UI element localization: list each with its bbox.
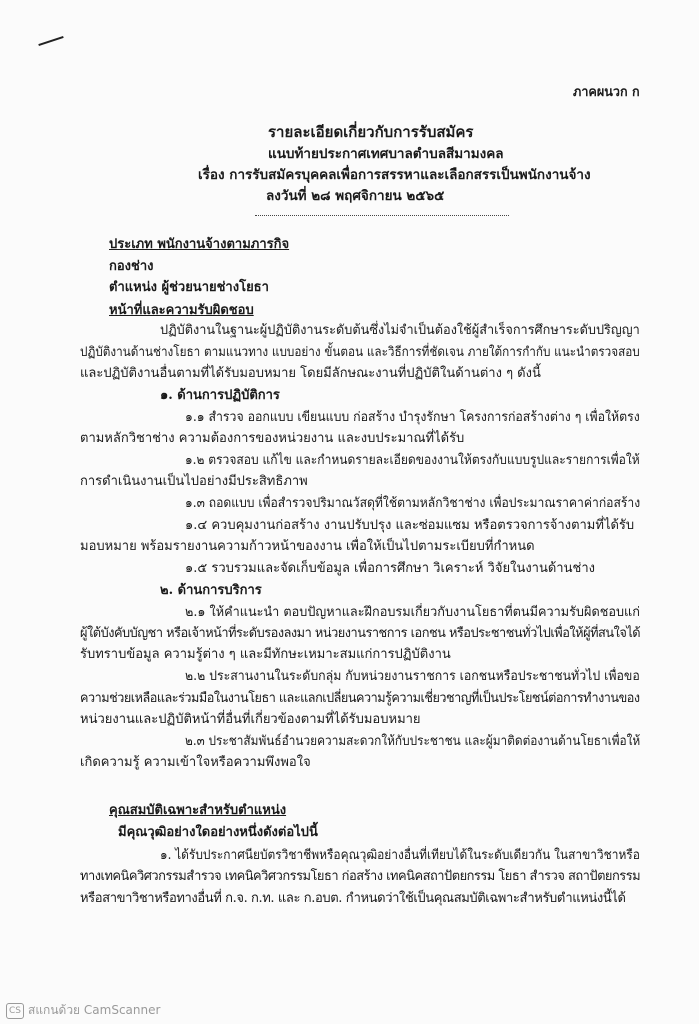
duties-intro-1: ปฏิบัติงานในฐานะผู้ปฏิบัติงานระดับต้นซึ่งไม่จำเป็นต้องใช้ผู้สำเร็จการศึกษาระดับปริญญา [160,323,640,338]
item-1-4: ๑.๔ ควบคุมงานก่อสร้าง งานปรับปรุง และซ่อมแซม หรือตรวจการจ้างตามที่ได้รับ [185,518,635,533]
camscanner-text: สแกนด้วย CamScanner [28,1003,161,1017]
item-2-3-cont: เกิดความรู้ ความเข้าใจหรือความพึงพอใจ [80,755,311,770]
camscanner-watermark [6,1001,160,1020]
pen-mark [38,36,63,46]
qualification-1: ๑. ได้รับประกาศนียบัตรวิชาชีพหรือคุณวุฒิอย่างอื่นที่เทียบได้ในระดับเดียวกัน ในสาขาวิชาหรือ [160,848,640,863]
item-2-1-cont: ผู้ใต้บังคับบัญชา หรือเจ้าหน้าที่ระดับรองลงมา หน่วยงานราชการ เอกชน หรือประชาชนทั่วไปเพื่อให้ผู้ที่สนใจได้ [80,626,641,641]
item-1-2-cont: การดำเนินงานเป็นไปอย่างมีประสิทธิภาพ [80,474,308,489]
item-2-2: ๒.๒ ประสานงานในระดับกลุ่ม กับหน่วยงานราชการ เอกชนหรือประชาชนทั่วไป เพื่อขอ [185,669,640,684]
duties-intro-2: ปฏิบัติงานด้านช่างโยธา ตามแนวทาง แบบอย่าง ขั้นตอน และวิธีการที่ชัดเจน ภายใต้การกำกับ แนะนำตรวจสอบ [80,345,640,360]
duties-heading: หน้าที่และความรับผิดชอบ [109,303,254,318]
item-2-2-cont: ความช่วยเหลือและร่วมมือในงานโยธา และแลกเปลี่ยนความรู้ความเชี่ยวชาญที่เป็นประโยชน์ต่อการทำงานของ [80,691,640,706]
duties-intro-3: และปฏิบัติงานอื่นตามที่ได้รับมอบหมาย โดยมีลักษณะงานที่ปฏิบัติในด้านต่าง ๆ ดังนี้ [80,366,541,381]
item-2-3: ๒.๓ ประชาสัมพันธ์อำนวยความสะดวกให้กับประชาชน และผู้มาติดต่องานด้านโยธาเพื่อให้ [185,734,641,749]
qualification-1-cont2: หรือสาขาวิชาหรือทางอื่นที่ ก.จ. ก.ท. และ ก.อบต. กำหนดว่าใช้เป็นคุณสมบัติเฉพาะสำหรับตำแหน่งนี้ได้ [80,891,626,906]
item-1-4-cont: มอบหมาย พร้อมรายงานความก้าวหน้าของงาน เพื่อให้เป็นไปตามระเบียบที่กำหนด [80,539,535,554]
position-title: ตำแหน่ง ผู้ช่วยนายช่างโยธา [109,280,269,295]
qualification-1-cont: ทางเทคนิควิศวกรรมสำรวจ เทคนิควิศวกรรมโยธา ก่อสร้าง เทคนิคสถาปัตยกรรม โยธา สำรวจ สถาปัตยกรรม [80,869,641,884]
item-1-5: ๑.๕ รวบรวมและจัดเก็บข้อมูล เพื่อการศึกษา วิเคราะห์ วิจัยในงานด้านช่าง [185,561,595,576]
item-2-1-cont2: รับทราบข้อมูล ความรู้ต่าง ๆ และมีทักษะเหมาะสมแก่การปฏิบัติงาน [80,647,451,662]
section2-heading: ๒. ด้านการบริการ [160,583,262,598]
appendix-label: ภาคผนวก ก [573,85,640,100]
item-1-3: ๑.๓ ถอดแบบ เพื่อสำรวจปริมาณวัสดุที่ใช้ตามหลักวิชาช่าง เพื่อประมาณราคาค่าก่อสร้าง [185,496,641,511]
date-line: ลงวันที่ ๒๘ พฤศจิกายน ๒๕๖๕ [266,188,445,204]
qualifications-intro: มีคุณวุฒิอย่างใดอย่างหนึ่งดังต่อไปนี้ [118,825,318,840]
item-1-1: ๑.๑ สำรวจ ออกแบบ เขียนแบบ ก่อสร้าง บำรุงรักษา โครงการก่อสร้างต่าง ๆ เพื่อให้ตรง [185,410,640,425]
division: กองช่าง [109,259,154,274]
item-1-2: ๑.๒ ตรวจสอบ แก้ไข และกำหนดรายละเอียดของงานให้ตรงกับแบบรูปและรายการเพื่อให้ [185,453,640,468]
qualifications-heading: คุณสมบัติเฉพาะสำหรับตำแหน่ง [109,803,287,818]
item-2-1: ๒.๑ ให้คำแนะนำ ตอบปัญหาและฝึกอบรมเกี่ยวกับงานโยธาที่ตนมีความรับผิดชอบแก่ [185,605,640,620]
attachment-line: แนบท้ายประกาศเทศบาลตำบลสีมามงคล [268,146,504,162]
item-2-2-cont2: หน่วยงานและปฏิบัติหน้าที่อื่นที่เกี่ยวข้องตามที่ได้รับมอบหมาย [80,712,421,727]
camscanner-logo-icon: CS [6,1003,24,1019]
document-title: รายละเอียดเกี่ยวกับการรับสมัคร [268,123,474,141]
title-divider [255,215,509,216]
subject-line: เรื่อง การรับสมัครบุคคลเพื่อการสรรหาและเลือกสรรเป็นพนักงานจ้าง [198,167,591,183]
section1-heading: ๑. ด้านการปฏิบัติการ [160,388,280,403]
item-1-1-cont: ตามหลักวิชาช่าง ความต้องการของหน่วยงาน และงบประมาณที่ได้รับ [80,431,465,446]
position-type: ประเภท พนักงานจ้างตามภารกิจ [109,237,290,252]
